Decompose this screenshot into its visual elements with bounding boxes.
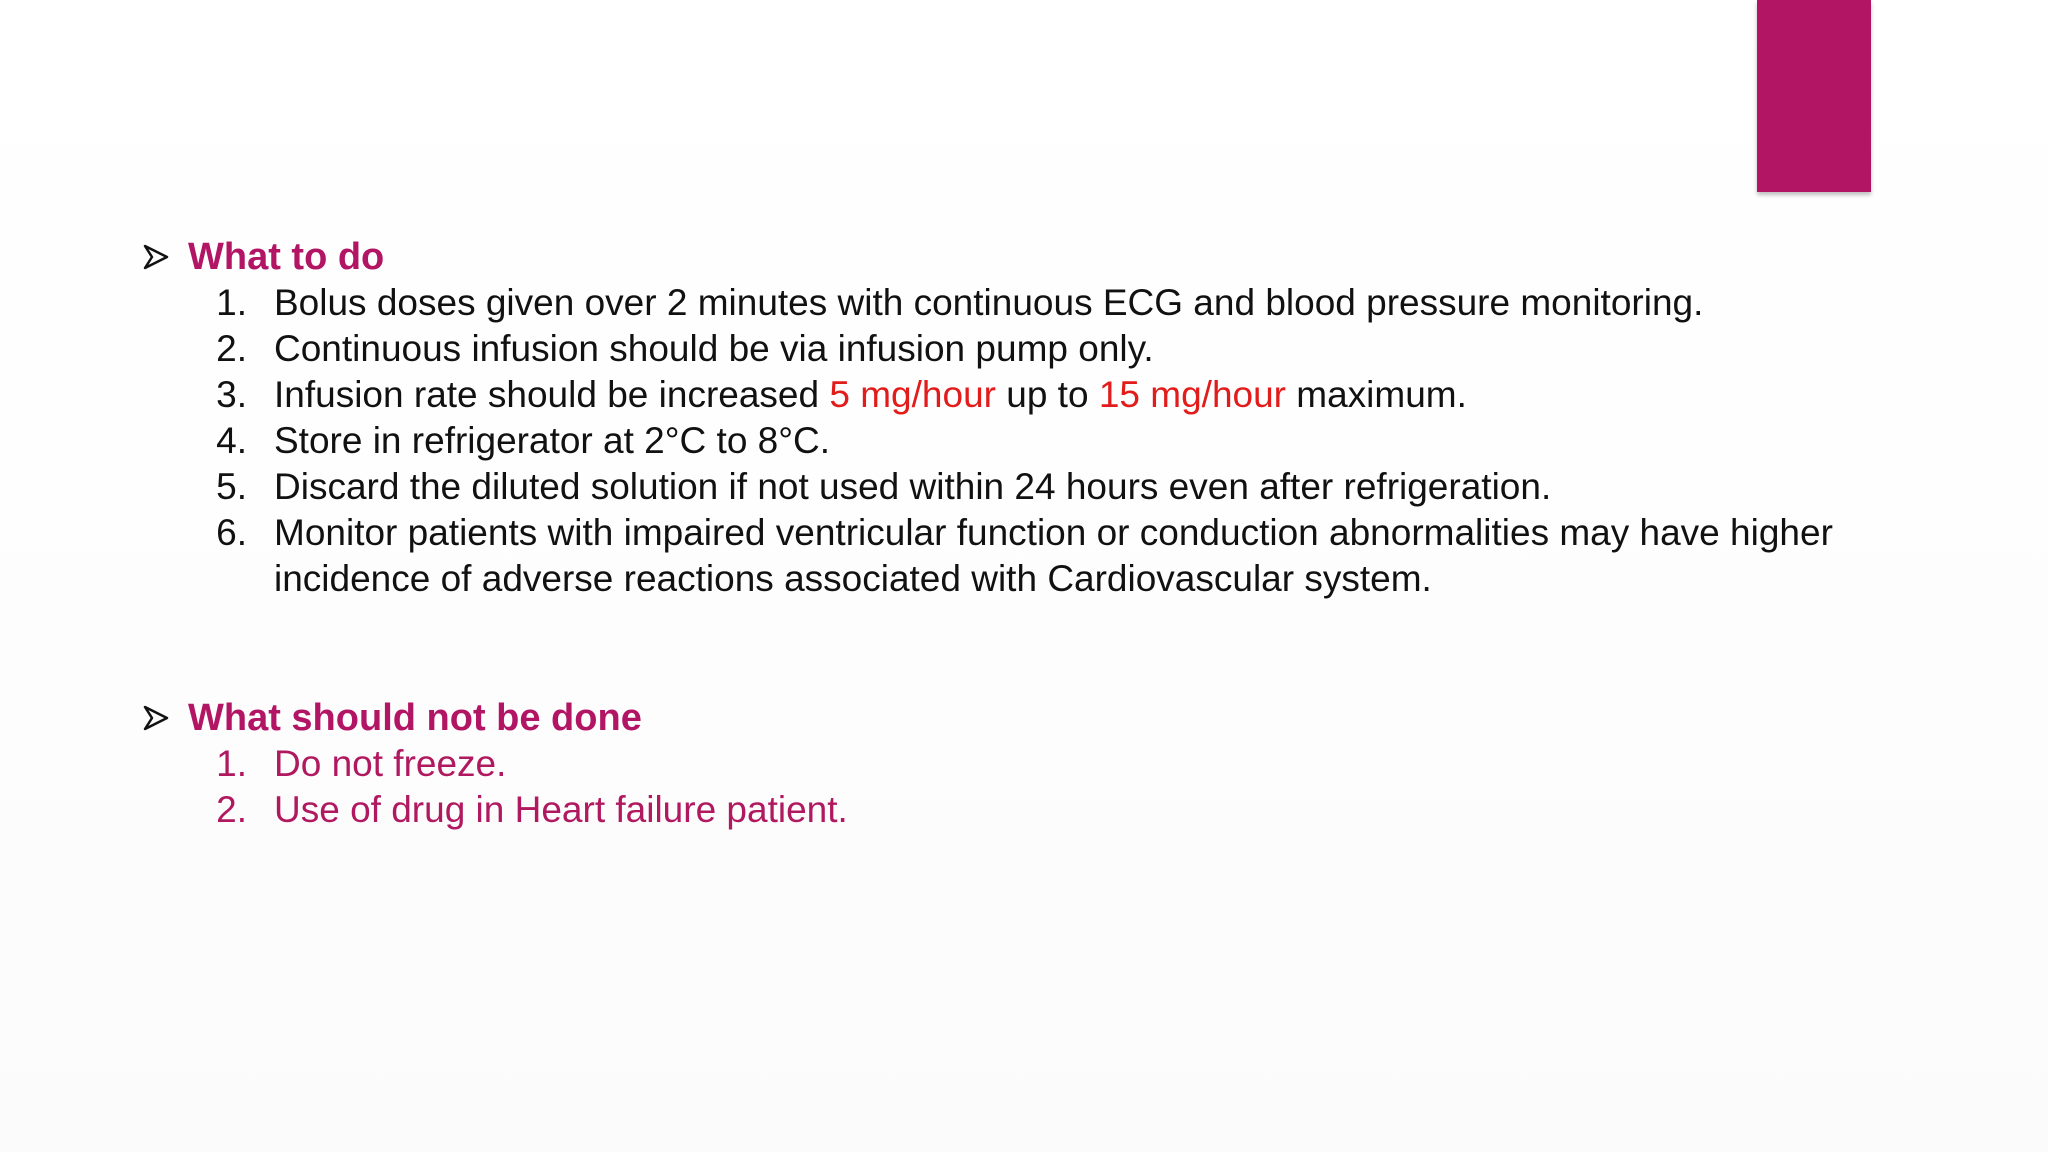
accent-bar (1757, 0, 1871, 192)
list-item-number: 3. (216, 374, 247, 415)
section-heading (142, 234, 1834, 280)
list-item (142, 372, 1834, 418)
section-what-not-to-do (142, 695, 1834, 833)
list-item-text (274, 464, 1834, 510)
list-item-number: 2. (216, 328, 247, 369)
highlighted-value: 15 mg/hour (1098, 374, 1286, 415)
list-item (142, 418, 1834, 464)
text-run: maximum. (1286, 374, 1467, 415)
list-item-text (274, 510, 1834, 602)
list-item-text (274, 787, 1834, 833)
text-run: Continuous infusion should be via infusion pump only. (274, 328, 1154, 369)
do-list (142, 280, 1834, 602)
text-run: Bolus doses given over 2 minutes with continuous ECG and blood pressure monitoring. (274, 282, 1704, 323)
dont-list (142, 741, 1834, 833)
section-what-to-do (142, 234, 1834, 602)
heading-what-not-to-do: What should not be done (188, 697, 642, 739)
list-item-text (274, 280, 1834, 326)
list-item (142, 787, 1834, 833)
list-item (142, 326, 1834, 372)
heading-what-to-do: What to do (188, 236, 385, 278)
list-item-number: 1. (216, 282, 247, 323)
text-run: up to (995, 374, 1099, 415)
list-item-number: 1. (216, 743, 247, 784)
list-item-number: 2. (216, 789, 247, 830)
arrow-bullet-icon (142, 704, 170, 732)
text-run: Do not freeze. (274, 743, 507, 784)
list-item-text (274, 741, 1834, 787)
text-run: Use of drug in Heart failure patient. (274, 789, 848, 830)
text-run: Store in refrigerator at 2°C to 8°C. (274, 420, 831, 461)
text-run: Discard the diluted solution if not used within 24 hours even after refrigeration. (274, 466, 1552, 507)
list-item-text (274, 372, 1834, 418)
list-item-number: 6. (216, 512, 247, 553)
list-item-text (274, 326, 1834, 372)
list-item-number: 4. (216, 420, 247, 461)
text-run: Infusion rate should be increased (274, 374, 830, 415)
section-heading (142, 695, 1834, 741)
list-item-number: 5. (216, 466, 247, 507)
arrow-bullet-icon (142, 243, 170, 271)
text-run: Monitor patients with impaired ventricular function or conduction abnormalities may have higher incidence of adverse reactions associated with Cardiovascular system. (274, 512, 1833, 599)
list-item (142, 741, 1834, 787)
list-item (142, 280, 1834, 326)
list-item (142, 510, 1834, 602)
list-item-text (274, 418, 1834, 464)
list-item (142, 464, 1834, 510)
highlighted-value: 5 mg/hour (829, 374, 996, 415)
